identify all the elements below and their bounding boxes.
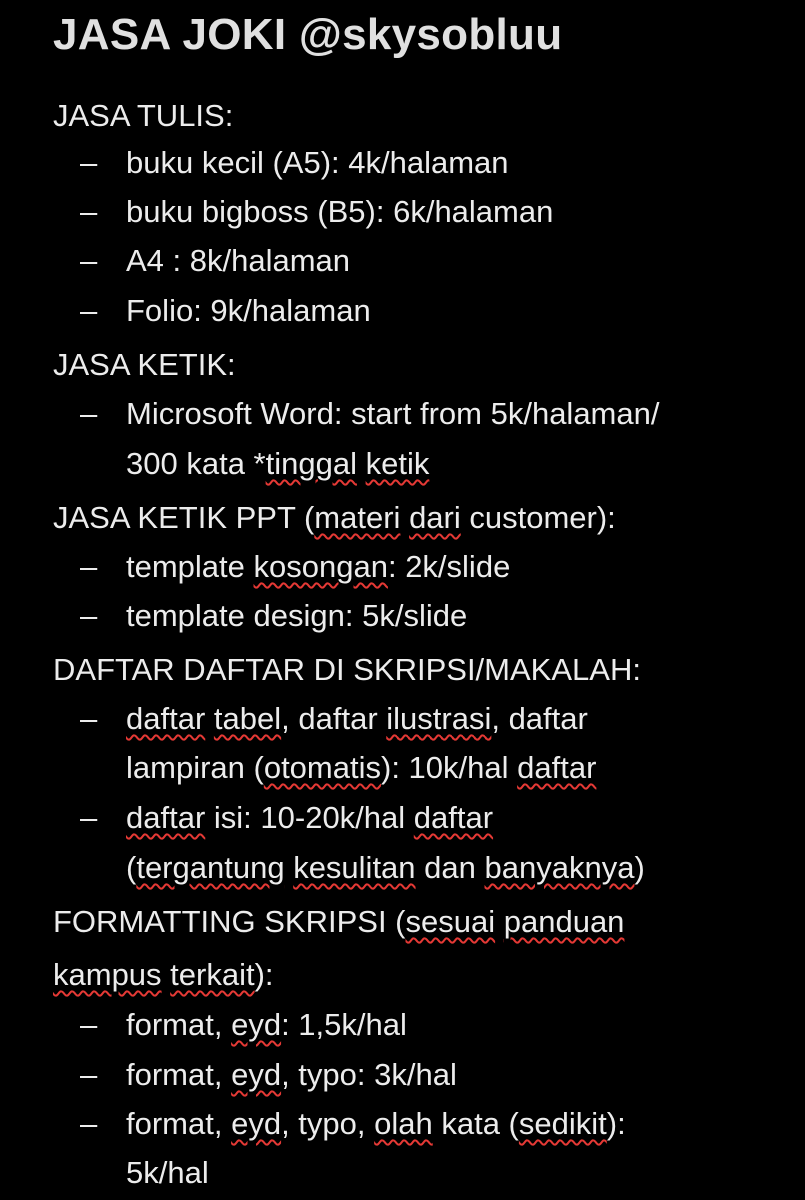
spellcheck-word: terkait <box>170 957 255 992</box>
list-item: buku bigboss (B5): 6k/halaman <box>126 194 554 229</box>
document-title: JASA JOKI @skysobluu <box>53 10 563 59</box>
spellcheck-word: tabel <box>213 701 282 736</box>
spellcheck-word: otomatis <box>263 750 381 785</box>
bullet-dash: – <box>80 1007 98 1042</box>
list-item: template design: 5k/slide <box>126 598 468 633</box>
bullet-dash: – <box>80 145 98 180</box>
list-item: A4 : 8k/halaman <box>126 243 351 278</box>
spellcheck-word: daftar <box>413 800 494 835</box>
bullet-dash: – <box>80 701 98 736</box>
bullet-dash: – <box>80 396 98 431</box>
section-heading-formatting: FORMATTING SKRIPSI (sesuai panduan <box>53 904 625 939</box>
spellcheck-word: eyd <box>231 1007 282 1042</box>
spellcheck-word: eyd <box>231 1106 282 1141</box>
list-item-continuation: lampiran (otomatis): 10k/hal daftar <box>126 750 597 785</box>
spellcheck-word: daftar <box>126 701 206 736</box>
list-item: format, eyd, typo: 3k/hal <box>126 1057 457 1092</box>
spellcheck-word: kesulitan <box>293 850 416 885</box>
list-item: Microsoft Word: start from 5k/halaman/ <box>126 396 660 431</box>
spellcheck-word: sesuai <box>405 904 496 939</box>
section-heading-formatting-continuation: kampus terkait): <box>53 957 274 992</box>
list-item: daftar isi: 10-20k/hal daftar <box>126 800 494 835</box>
spellcheck-word: kampus <box>53 957 162 992</box>
list-item: format, eyd: 1,5k/hal <box>126 1007 407 1042</box>
spellcheck-word: dari <box>409 500 461 535</box>
spellcheck-word: kosongan <box>253 549 388 584</box>
spellcheck-word: daftar <box>517 750 597 785</box>
list-item: daftar tabel, daftar ilustrasi, daftar <box>126 701 588 736</box>
spellcheck-word: ilustrasi <box>386 701 492 736</box>
spellcheck-word: panduan <box>503 904 625 939</box>
list-item: Folio: 9k/halaman <box>126 293 371 328</box>
list-item: buku kecil (A5): 4k/halaman <box>126 145 509 180</box>
section-heading-jasa-tulis: JASA TULIS: <box>53 98 234 133</box>
section-heading-jasa-ketik-ppt: JASA KETIK PPT (materi dari customer): <box>53 500 616 535</box>
spellcheck-word: tinggal <box>265 446 357 481</box>
list-item-continuation: (tergantung kesulitan dan banyaknya) <box>126 850 645 885</box>
section-heading-daftar: DAFTAR DAFTAR DI SKRIPSI/MAKALAH: <box>53 652 641 687</box>
spellcheck-word: banyaknya <box>484 850 635 885</box>
spellcheck-word: sedikit <box>518 1106 607 1141</box>
bullet-dash: – <box>80 549 98 584</box>
spellcheck-word: materi <box>314 500 401 535</box>
spellcheck-word: daftar <box>126 800 206 835</box>
section-heading-jasa-ketik: JASA KETIK: <box>53 347 236 382</box>
spellcheck-word: olah <box>374 1106 433 1141</box>
bullet-dash: – <box>80 243 98 278</box>
list-item: template kosongan: 2k/slide <box>126 549 511 584</box>
bullet-dash: – <box>80 1106 98 1141</box>
bullet-dash: – <box>80 800 98 835</box>
spellcheck-word: tergantung <box>136 850 285 885</box>
list-item-continuation: 5k/hal <box>126 1155 209 1190</box>
list-item-continuation: 300 kata *tinggal ketik <box>126 446 430 481</box>
list-item: format, eyd, typo, olah kata (sedikit): <box>126 1106 626 1141</box>
bullet-dash: – <box>80 1057 98 1092</box>
spellcheck-word: ketik <box>365 446 430 481</box>
bullet-dash: – <box>80 293 98 328</box>
spellcheck-word: eyd <box>231 1057 282 1092</box>
bullet-dash: – <box>80 194 98 229</box>
bullet-dash: – <box>80 598 98 633</box>
